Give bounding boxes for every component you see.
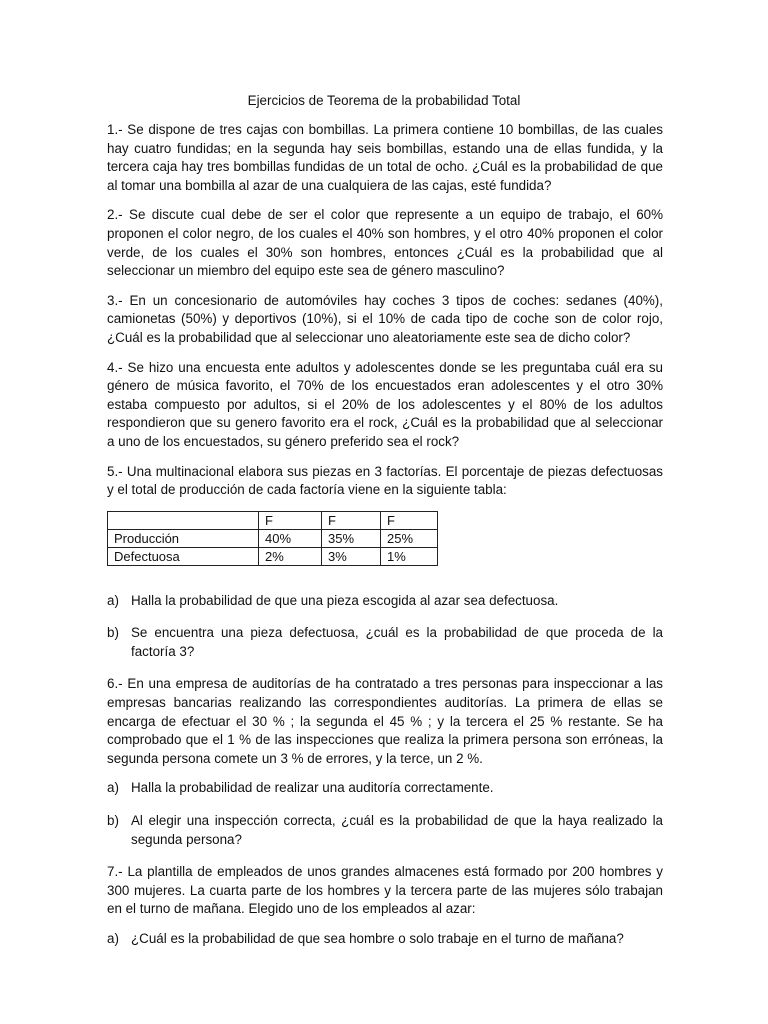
exercise-5a (107, 592, 663, 611)
document-body (107, 121, 663, 963)
table-cell (108, 511, 259, 529)
table-cell: 40% (259, 529, 322, 547)
table-header-row (108, 511, 438, 529)
exercise-5: 5.- Una multinacional elabora sus piezas en 3 factorías. El porcentaje de piezas defectuosas y el total de producción de cada factoría viene en la siguiente tabla: (107, 463, 663, 498)
item-label: b) (107, 625, 119, 641)
exercise-1: 1.- Se dispone de tres cajas con bombillas. La primera contiene 10 bombillas, de las cuales hay cuatro fundidas; en la segunda hay seis bombillas, estando una de ellas fundida, y la tercera caja hay tres bombillas fundidas de un total de ocho. ¿Cuál es la probabilidad de que al tomar una bombilla al azar de una cualquiera de las cajas, esté fundida? (107, 122, 663, 193)
table-cell: 25% (381, 529, 438, 547)
table-cell: 2% (259, 547, 322, 565)
item-label: a) (107, 592, 119, 608)
table-cell: Defectuosa (108, 547, 259, 565)
item-text: ¿Cuál es la probabilidad de que sea hombre o solo trabaje en el turno de mañana? (131, 931, 624, 946)
item-text: Halla la probabilidad de que una pieza escogida al azar sea defectuosa. (131, 592, 559, 608)
production-table (107, 511, 438, 566)
exercise-7: 7.- La plantilla de empleados de unos grandes almacenes está formado por 200 hombres y 300 mujeres. La cuarta parte de los hombres y la tercera parte de las mujeres sólo trabajan en el turno de mañana. Elegido uno de los empleados al azar: (107, 864, 663, 917)
exercise-7a (107, 930, 663, 949)
exercise-3: 3.- En un concesionario de automóviles hay coches 3 tipos de coches: sedanes (40%), camionetas (50%) y deportivos (10%), si el 10% de cada tipo de coche son de color rojo, ¿Cuál es la probabilidad que al seleccionar uno aleatoriamente este sea de dicho color? (107, 292, 663, 345)
table-cell: Producción (108, 529, 259, 547)
document-title: Ejercicios de Teorema de la probabilidad Total (247, 93, 521, 108)
item-label: a) (107, 931, 119, 946)
item-label: b) (107, 813, 119, 829)
table-cell: 3% (322, 547, 381, 565)
table-cell: 1% (381, 547, 438, 565)
table-row (108, 547, 438, 565)
exercise-6b (107, 812, 663, 849)
exercise-2: 2.- Se discute cual debe de ser el color que represente a un equipo de trabajo, el 60% proponen el color negro, de los cuales el 40% son hombres, y el otro 40% proponen el color verde, de los cuales el 30% son hombres, entonces ¿Cuál es la probabilidad que al seleccionar un miembro del equipo este sea de género masculino? (107, 207, 663, 279)
item-text: Se encuentra una pieza defectuosa, ¿cuál es la probabilidad de que proceda de la factoría 3? (131, 625, 663, 659)
exercise-4: 4.- Se hizo una encuesta ente adultos y adolescentes donde se les preguntaba cuál era su género de música favorito, el 70% de los encuestados eran adolescentes y el otro 30% estaba compuesto por adultos, si el 20% de los adolescentes y el 80% de los adultos respondieron que su genero favorito era el rock, ¿Cuál es la probabilidad que al seleccionar a uno de los encuestados, su género preferido sea el rock? (107, 359, 663, 449)
item-text: Halla la probabilidad de realizar una auditoría correctamente. (131, 780, 494, 796)
table-cell: F (381, 511, 438, 529)
table-cell: F (322, 511, 381, 529)
exercise-5b (107, 624, 663, 661)
table-cell: 35% (322, 529, 381, 547)
item-label: a) (107, 780, 119, 796)
item-text: Al elegir una inspección correcta, ¿cuál es la probabilidad de que la haya realizado la segunda persona? (131, 813, 663, 847)
exercise-6a (107, 779, 663, 798)
table-cell: F (259, 511, 322, 529)
exercise-6: 6.- En una empresa de auditorías de ha contratado a tres personas para inspeccionar a las empresas bancarias realizando las correspondientes auditorías. La primera de ellas se encarga de efectuar el 30 % ; la segunda el 45 % ; y la tercera el 25 % restante. Se ha comprobado que el 1 % de las inspecciones que realiza la primera persona son erróneas, la segunda persona comete un 3 % de errores, y la terce, un 2 %. (107, 676, 663, 766)
table-row (108, 529, 438, 547)
